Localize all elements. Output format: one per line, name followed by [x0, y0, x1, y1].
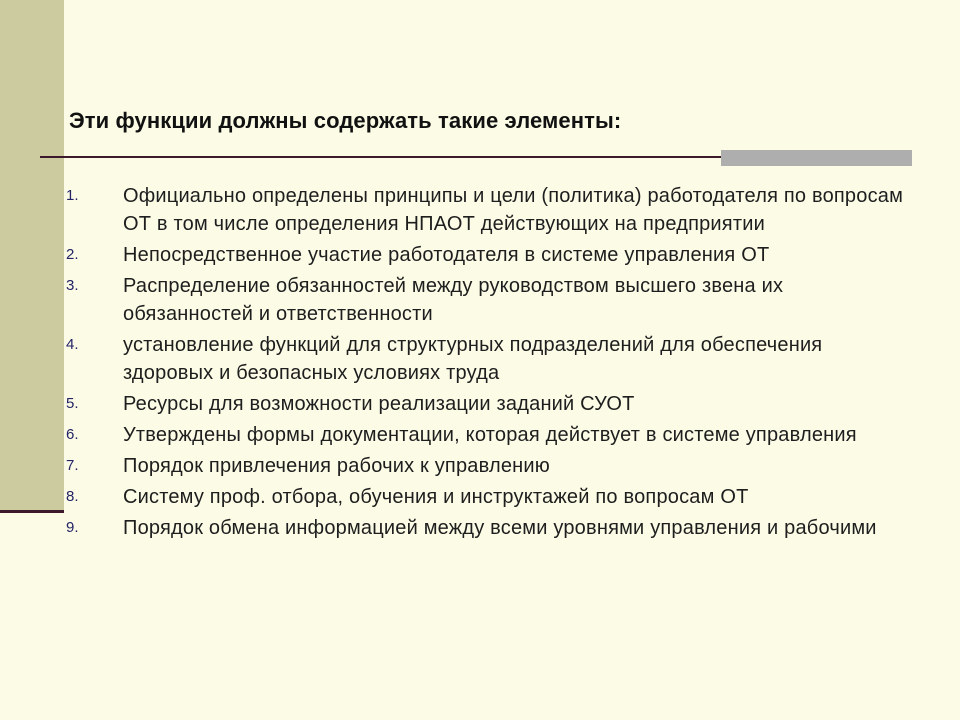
- list-item-number: 3.: [66, 277, 79, 294]
- list-item-number: 8.: [66, 488, 79, 505]
- list-item-number: 5.: [66, 395, 79, 412]
- list-item: [66, 241, 916, 269]
- list-item: [66, 452, 916, 480]
- list-item: [66, 182, 916, 238]
- list-item: [66, 483, 916, 511]
- list-item-number: 4.: [66, 336, 79, 353]
- list-item-text: Утверждены формы документации, которая действует в системе управления: [123, 424, 857, 446]
- list-item-text: Порядок обмена информацией между всеми уровнями управления и рабочими: [123, 517, 877, 539]
- numbered-list: [66, 182, 916, 545]
- slide-title: Эти функции должны содержать такие элементы:: [69, 108, 622, 133]
- list-item: [66, 331, 916, 387]
- list-item-text: установление функций для структурных подразделений для обеспечения здоровых и безопасных условиях труда: [123, 334, 823, 384]
- list-item-text: Непосредственное участие работодателя в системе управления ОТ: [123, 244, 770, 266]
- side-panel-rule: [0, 510, 64, 513]
- list-item: [66, 514, 916, 542]
- list-item-number: 1.: [66, 187, 79, 204]
- list-item: [66, 421, 916, 449]
- list-item-number: 9.: [66, 519, 79, 536]
- list-item-text: Официально определены принципы и цели (политика) работодателя по вопросам ОТ в том числе определения НПАОТ действующих на предприятии: [123, 185, 904, 235]
- list-item: [66, 272, 916, 328]
- list-item-text: Ресурсы для возможности реализации заданий СУОТ: [123, 393, 635, 415]
- list-item-text: Порядок привлечения рабочих к управлению: [123, 455, 550, 477]
- side-panel: [0, 0, 64, 510]
- list-item-number: 7.: [66, 457, 79, 474]
- title-underline-accent: [721, 150, 912, 166]
- list-item-text: Систему проф. отбора, обучения и инструктажей по вопросам ОТ: [123, 486, 749, 508]
- list-item-number: 6.: [66, 426, 79, 443]
- list-item-number: 2.: [66, 246, 79, 263]
- list-item-text: Распределение обязанностей между руководством высшего звена их обязанностей и ответственности: [123, 275, 784, 325]
- list-item: [66, 390, 916, 418]
